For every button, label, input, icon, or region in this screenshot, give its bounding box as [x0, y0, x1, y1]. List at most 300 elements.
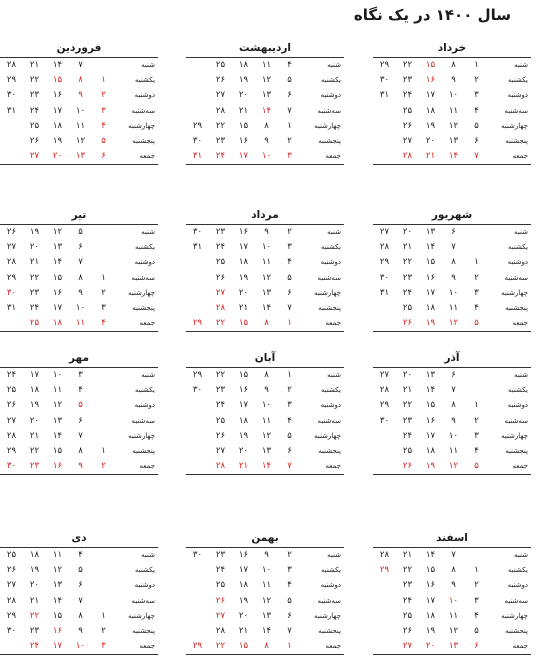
- week-row: [0, 578, 158, 593]
- day-label: دوشنبه: [320, 91, 341, 100]
- week-row: [186, 134, 344, 149]
- month-name: خرداد: [437, 42, 467, 54]
- day-cell: [186, 271, 209, 286]
- day-cell: ۱۵: [425, 400, 436, 411]
- day-cell: ۵: [287, 430, 292, 441]
- day-cell: [0, 119, 23, 134]
- day-cell: ۲۴: [402, 90, 413, 101]
- week-row: [0, 429, 158, 444]
- day-cell: ۷: [78, 60, 83, 70]
- day-cell: ۲۶: [402, 318, 413, 329]
- day-cell: [373, 429, 396, 444]
- day-cell: ۱۷: [52, 303, 63, 314]
- week-row: [373, 368, 531, 384]
- day-cell: ۱۵: [238, 318, 249, 329]
- day-cell: ۱: [287, 318, 292, 329]
- day-label: جمعه: [139, 642, 155, 651]
- day-cell: ۸: [78, 272, 83, 283]
- day-cell: ۲۷: [29, 151, 40, 162]
- day-cell: [92, 563, 115, 578]
- week-row: [373, 225, 531, 241]
- day-cell: ۱۳: [261, 446, 272, 457]
- week-row: [373, 58, 531, 74]
- day-cell: ۲۷: [215, 610, 226, 621]
- month-block: [186, 40, 344, 165]
- day-cell: ۳۰: [6, 287, 17, 298]
- week-row: [0, 104, 158, 119]
- day-label: یکشنبه: [134, 76, 155, 85]
- week-row: [373, 639, 531, 655]
- day-cell: ۲۳: [402, 415, 413, 426]
- week-row: [0, 444, 158, 459]
- day-cell: ۲۷: [402, 641, 413, 652]
- day-cell: ۱۷: [425, 595, 436, 606]
- day-cell: ۱۴: [448, 151, 459, 162]
- month-table: [186, 57, 344, 165]
- day-cell: ۲۷: [215, 90, 226, 101]
- day-label: پنجشنبه: [505, 447, 528, 456]
- day-cell: [0, 316, 23, 332]
- day-cell: ۳: [101, 303, 106, 314]
- day-cell: [186, 301, 209, 316]
- day-cell: ۱۷: [238, 242, 249, 253]
- day-cell: ۱۰: [261, 400, 272, 411]
- day-cell: ۱۳: [52, 242, 63, 253]
- day-cell: ۹: [451, 415, 456, 426]
- day-cell: ۱۹: [29, 565, 40, 576]
- day-cell: ۱۴: [425, 385, 436, 396]
- week-row: [186, 58, 344, 74]
- day-cell: ۱۳: [75, 151, 86, 162]
- day-cell: ۱۸: [238, 257, 249, 268]
- day-cell: ۲: [474, 415, 479, 426]
- month-name: بهمن: [251, 532, 279, 544]
- day-label: پنجشنبه: [505, 137, 528, 146]
- day-cell: ۱۲: [52, 565, 63, 576]
- day-cell: ۱۷: [52, 105, 63, 116]
- day-cell: ۹: [78, 90, 83, 101]
- day-cell: ۲: [474, 272, 479, 283]
- week-row: [373, 429, 531, 444]
- day-cell: ۱۴: [52, 60, 63, 70]
- day-cell: ۱۱: [52, 550, 63, 560]
- day-cell: [373, 578, 396, 593]
- day-label: سه‌شنبه: [504, 596, 528, 605]
- day-cell: ۱۵: [238, 120, 249, 131]
- day-cell: ۲۸: [215, 105, 226, 116]
- day-cell: ۲۷: [402, 136, 413, 147]
- day-cell: ۱۵: [52, 75, 63, 86]
- day-cell: [373, 639, 396, 655]
- day-label: چهارشنبه: [501, 121, 528, 130]
- day-label: سه‌شنبه: [504, 106, 528, 115]
- week-row: [373, 459, 531, 475]
- day-cell: ۱۹: [52, 136, 63, 147]
- day-cell: [186, 414, 209, 429]
- day-label: جمعه: [139, 152, 155, 161]
- day-cell: ۶: [451, 370, 456, 380]
- day-cell: ۲: [474, 580, 479, 591]
- day-label: چهارشنبه: [314, 288, 341, 297]
- day-cell: ۱۵: [52, 610, 63, 621]
- day-label: پنجشنبه: [132, 447, 155, 456]
- week-row: [373, 240, 531, 255]
- day-cell: [0, 134, 23, 149]
- day-cell: ۱۳: [52, 415, 63, 426]
- day-cell: ۱۰: [52, 370, 63, 380]
- day-cell: ۱۶: [425, 75, 436, 86]
- day-cell: ۲۰: [238, 446, 249, 457]
- day-cell: ۱۵: [238, 641, 249, 652]
- week-row: [186, 271, 344, 286]
- week-row: [186, 255, 344, 270]
- day-cell: ۱۹: [238, 595, 249, 606]
- day-cell: ۲۵: [402, 610, 413, 621]
- day-cell: ۱۸: [29, 385, 40, 396]
- day-cell: ۴: [101, 120, 106, 131]
- day-cell: ۲: [101, 90, 106, 101]
- month-block: [373, 207, 531, 332]
- day-cell: ۲: [287, 385, 292, 396]
- day-cell: ۳۰: [6, 90, 17, 101]
- day-cell: ۲۱: [29, 595, 40, 606]
- day-cell: ۱: [101, 610, 106, 621]
- day-label: یکشنبه: [320, 566, 341, 575]
- day-cell: ۹: [264, 385, 269, 396]
- day-cell: ۳: [287, 151, 292, 162]
- day-cell: ۱۴: [425, 550, 436, 560]
- month-block: [186, 530, 344, 655]
- day-label: یکشنبه: [134, 386, 155, 395]
- day-cell: ۲۴: [402, 595, 413, 606]
- day-cell: ۱۱: [75, 120, 86, 131]
- day-cell: ۱۶: [52, 287, 63, 298]
- day-label: جمعه: [512, 642, 528, 651]
- day-cell: ۲۸: [6, 60, 17, 70]
- day-label: جمعه: [139, 319, 155, 328]
- day-cell: ۲۱: [238, 461, 249, 472]
- day-label: پنجشنبه: [318, 304, 341, 313]
- day-cell: ۷: [287, 626, 292, 637]
- day-cell: ۷: [451, 385, 456, 396]
- day-cell: ۱۱: [75, 318, 86, 329]
- day-cell: ۲۵: [6, 550, 17, 560]
- week-row: [373, 301, 531, 316]
- day-cell: ۹: [264, 227, 269, 237]
- day-cell: ۲۶: [6, 227, 17, 237]
- day-cell: ۱۴: [52, 595, 63, 606]
- week-row: [0, 316, 158, 332]
- month-block: [373, 40, 531, 165]
- day-cell: ۸: [264, 370, 269, 380]
- day-cell: ۴: [474, 446, 479, 457]
- day-cell: [0, 639, 23, 655]
- week-row: [0, 563, 158, 578]
- day-cell: ۲۱: [29, 430, 40, 441]
- day-cell: [373, 594, 396, 609]
- day-cell: ۳۱: [6, 303, 17, 314]
- day-cell: ۵: [287, 595, 292, 606]
- week-row: [373, 271, 531, 286]
- week-row: [0, 594, 158, 609]
- day-cell: ۲۵: [402, 105, 413, 116]
- day-cell: ۱۶: [425, 415, 436, 426]
- month-table: [373, 57, 531, 165]
- day-cell: [373, 104, 396, 119]
- day-cell: ۱۶: [425, 580, 436, 591]
- day-label: پنجشنبه: [132, 627, 155, 636]
- week-row: [373, 255, 531, 270]
- day-cell: ۱: [101, 446, 106, 457]
- week-row: [373, 286, 531, 301]
- day-cell: ۱۰: [448, 430, 459, 441]
- day-cell: [465, 240, 488, 255]
- day-cell: ۹: [451, 75, 456, 86]
- day-cell: [373, 609, 396, 624]
- day-label: چهارشنبه: [501, 431, 528, 440]
- week-row: [0, 383, 158, 398]
- week-row: [186, 578, 344, 593]
- day-cell: ۲۷: [6, 580, 17, 591]
- day-cell: ۳۰: [192, 136, 203, 147]
- day-cell: ۲۶: [215, 272, 226, 283]
- month-block: [373, 530, 531, 655]
- week-row: [373, 73, 531, 88]
- week-row: [0, 225, 158, 241]
- day-label: شنبه: [327, 551, 341, 559]
- day-cell: ۱۶: [238, 136, 249, 147]
- day-cell: ۱۹: [425, 318, 436, 329]
- week-row: [186, 104, 344, 119]
- day-cell: [186, 73, 209, 88]
- week-row: [186, 286, 344, 301]
- day-cell: ۱۲: [261, 272, 272, 283]
- day-cell: ۱۶: [238, 385, 249, 396]
- day-cell: ۲۳: [402, 75, 413, 86]
- day-cell: ۲۵: [215, 580, 226, 591]
- day-label: یکشنبه: [507, 243, 528, 252]
- day-label: شنبه: [514, 61, 528, 69]
- day-cell: ۱: [474, 400, 479, 411]
- day-cell: ۱: [474, 60, 479, 70]
- day-label: چهارشنبه: [501, 288, 528, 297]
- day-label: پنجشنبه: [318, 137, 341, 146]
- month-table: [0, 57, 158, 165]
- day-cell: ۱۸: [425, 105, 436, 116]
- day-cell: ۵: [474, 626, 479, 637]
- day-cell: ۴: [78, 385, 83, 396]
- day-label: پنجشنبه: [505, 304, 528, 313]
- day-cell: ۲۵: [402, 446, 413, 457]
- day-cell: ۵: [474, 318, 479, 329]
- week-row: [186, 639, 344, 655]
- month-name: تیر: [71, 209, 87, 221]
- day-cell: ۲۷: [215, 446, 226, 457]
- day-cell: ۱۶: [238, 550, 249, 560]
- day-cell: ۲۲: [29, 446, 40, 457]
- week-row: [186, 301, 344, 316]
- day-cell: [186, 624, 209, 639]
- day-cell: [186, 286, 209, 301]
- day-cell: ۳۱: [192, 151, 203, 162]
- week-row: [373, 316, 531, 332]
- day-label: سه‌شنبه: [317, 106, 341, 115]
- day-cell: ۸: [451, 60, 456, 70]
- week-row: [373, 548, 531, 564]
- day-cell: ۱۴: [52, 257, 63, 268]
- day-cell: ۲۰: [425, 641, 436, 652]
- week-row: [373, 398, 531, 413]
- day-cell: ۱۱: [448, 303, 459, 314]
- day-cell: ۲: [101, 287, 106, 298]
- day-cell: ۱۳: [448, 136, 459, 147]
- day-cell: ۲۰: [29, 580, 40, 591]
- day-cell: ۱: [101, 272, 106, 283]
- day-cell: ۳۰: [6, 461, 17, 472]
- day-cell: ۲۶: [29, 136, 40, 147]
- day-cell: ۱۶: [425, 272, 436, 283]
- day-cell: [92, 58, 115, 74]
- day-cell: ۲۸: [379, 550, 390, 560]
- day-cell: [186, 58, 209, 74]
- day-cell: ۲۶: [215, 430, 226, 441]
- day-cell: ۱۲: [448, 461, 459, 472]
- month-name: مرداد: [251, 209, 279, 221]
- day-label: سه‌شنبه: [317, 416, 341, 425]
- day-cell: ۱۷: [29, 370, 40, 380]
- day-cell: ۲۰: [238, 610, 249, 621]
- day-cell: ۱۵: [238, 370, 249, 380]
- day-cell: ۲۱: [425, 151, 436, 162]
- month-table: [0, 224, 158, 332]
- day-cell: ۱۰: [448, 90, 459, 101]
- day-cell: ۲: [287, 550, 292, 560]
- day-cell: ۲۶: [215, 595, 226, 606]
- day-cell: ۱۳: [448, 641, 459, 652]
- week-row: [373, 578, 531, 593]
- day-cell: ۱۴: [261, 105, 272, 116]
- day-cell: ۲۹: [379, 60, 390, 70]
- day-cell: ۱۹: [238, 272, 249, 283]
- day-cell: [92, 240, 115, 255]
- day-cell: ۱۲: [261, 75, 272, 86]
- day-cell: ۱۱: [261, 580, 272, 591]
- week-row: [373, 149, 531, 165]
- week-row: [186, 444, 344, 459]
- day-cell: ۲۸: [402, 151, 413, 162]
- day-cell: ۱۴: [425, 242, 436, 253]
- month-table: [0, 547, 158, 655]
- day-cell: ۲۴: [215, 565, 226, 576]
- day-cell: ۱۷: [52, 641, 63, 652]
- day-label: شنبه: [141, 228, 155, 236]
- week-row: [186, 368, 344, 384]
- week-row: [186, 383, 344, 398]
- day-label: سه‌شنبه: [504, 416, 528, 425]
- day-cell: ۱۸: [238, 60, 249, 70]
- day-cell: ۲۴: [215, 400, 226, 411]
- day-cell: ۱۲: [448, 626, 459, 637]
- month-name: دی: [71, 532, 87, 544]
- day-cell: ۲۲: [215, 120, 226, 131]
- day-label: دوشنبه: [507, 581, 528, 590]
- day-label: دوشنبه: [507, 258, 528, 267]
- day-cell: ۴: [474, 303, 479, 314]
- day-cell: ۹: [78, 287, 83, 298]
- day-label: چهارشنبه: [128, 121, 155, 130]
- day-cell: ۲۲: [29, 610, 40, 621]
- week-row: [186, 149, 344, 165]
- day-label: چهارشنبه: [314, 121, 341, 130]
- day-label: سه‌شنبه: [131, 273, 155, 282]
- day-cell: ۲۸: [6, 257, 17, 268]
- day-cell: [373, 444, 396, 459]
- day-label: پنجشنبه: [318, 627, 341, 636]
- day-label: چهارشنبه: [314, 431, 341, 440]
- day-label: پنجشنبه: [132, 137, 155, 146]
- day-cell: ۲۷: [215, 287, 226, 298]
- day-label: یکشنبه: [507, 566, 528, 575]
- day-cell: ۱۷: [425, 287, 436, 298]
- day-cell: ۱۷: [238, 151, 249, 162]
- day-cell: ۸: [78, 446, 83, 457]
- day-cell: ۲۳: [215, 550, 226, 560]
- day-cell: ۶: [78, 242, 83, 253]
- day-cell: ۸: [264, 318, 269, 329]
- day-cell: ۱۱: [52, 385, 63, 396]
- day-cell: ۱۹: [29, 400, 40, 411]
- day-cell: ۱۹: [425, 461, 436, 472]
- day-label: شنبه: [327, 228, 341, 236]
- day-cell: ۲۵: [215, 257, 226, 268]
- day-cell: ۲۶: [402, 461, 413, 472]
- day-cell: ۱: [474, 565, 479, 576]
- week-row: [186, 119, 344, 134]
- day-cell: ۴: [78, 550, 83, 560]
- day-cell: ۱: [287, 641, 292, 652]
- week-row: [0, 609, 158, 624]
- day-cell: [186, 429, 209, 444]
- day-cell: ۳: [474, 90, 479, 101]
- day-cell: ۲۳: [215, 385, 226, 396]
- day-cell: ۱۴: [261, 303, 272, 314]
- day-cell: ۲۹: [379, 400, 390, 411]
- week-row: [0, 255, 158, 270]
- day-cell: [92, 255, 115, 270]
- day-cell: ۲۵: [29, 120, 40, 131]
- day-cell: ۱۶: [52, 461, 63, 472]
- day-cell: [373, 149, 396, 165]
- day-cell: ۲۲: [215, 641, 226, 652]
- day-cell: [92, 578, 115, 593]
- week-row: [373, 383, 531, 398]
- day-cell: ۲۴: [215, 242, 226, 253]
- day-cell: ۹: [264, 136, 269, 147]
- day-cell: ۲۸: [379, 242, 390, 253]
- week-row: [373, 414, 531, 429]
- week-row: [186, 563, 344, 578]
- day-cell: ۲۲: [215, 370, 226, 380]
- month-table: [186, 547, 344, 655]
- day-cell: ۴: [287, 415, 292, 426]
- day-cell: [373, 119, 396, 134]
- month-block: [0, 40, 158, 165]
- day-cell: ۱۸: [425, 446, 436, 457]
- day-cell: ۸: [451, 257, 456, 268]
- day-cell: ۵: [101, 136, 106, 147]
- day-cell: [92, 398, 115, 413]
- day-cell: ۱۰: [75, 641, 86, 652]
